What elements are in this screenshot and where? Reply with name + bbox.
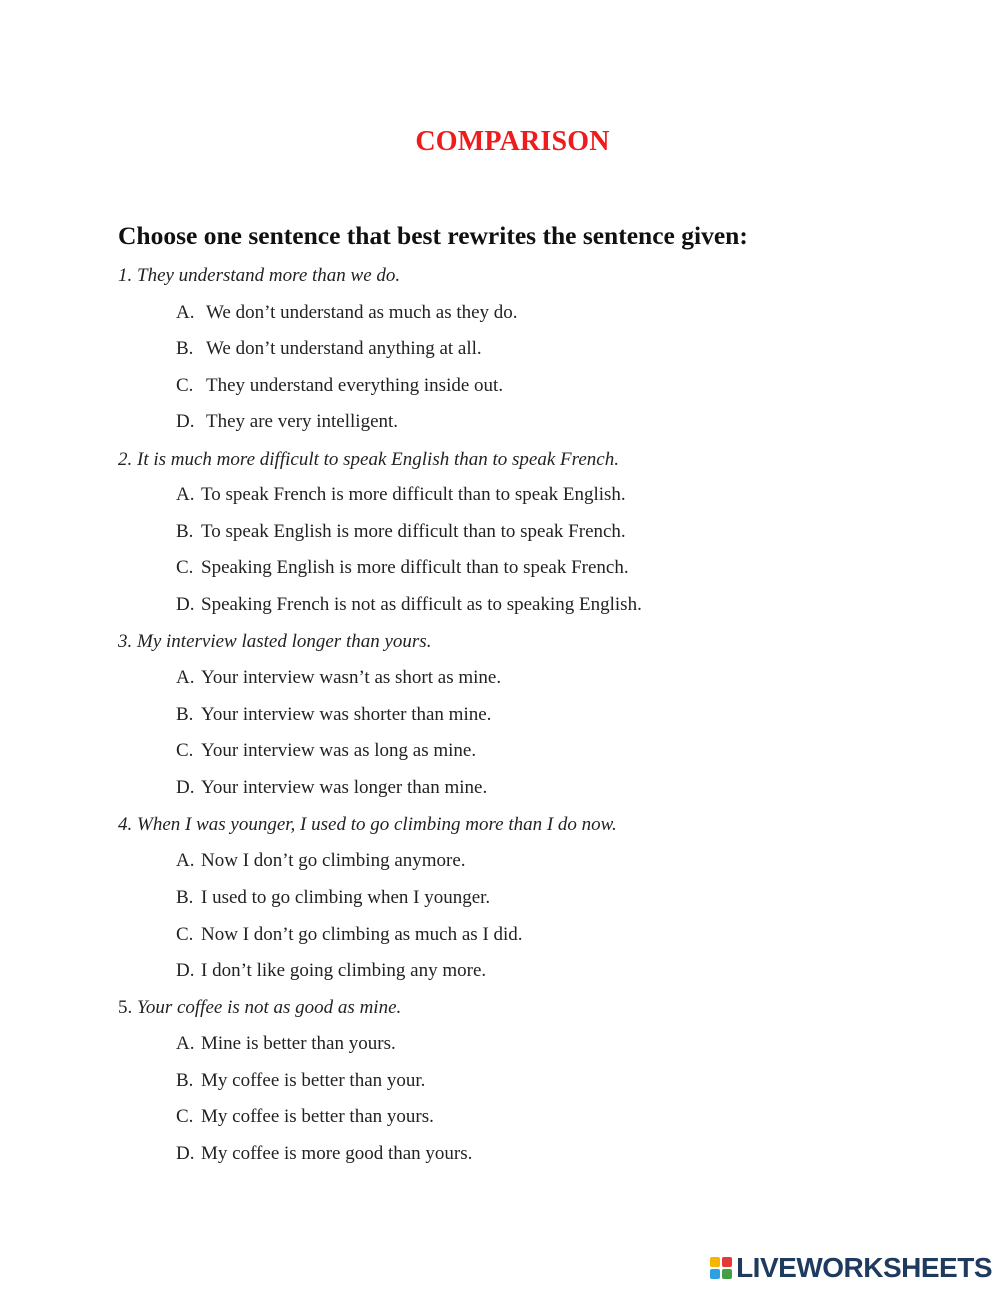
option-2c[interactable]: [176, 557, 629, 579]
question-3: [118, 631, 431, 653]
option-letter: A.: [176, 667, 195, 688]
option-text: I don’t like going climbing any more.: [201, 960, 487, 981]
option-letter: D.: [176, 1143, 195, 1164]
option-5d[interactable]: [176, 1143, 472, 1165]
option-4d[interactable]: [176, 960, 486, 982]
option-3b[interactable]: [176, 704, 491, 726]
option-2d[interactable]: [176, 594, 642, 616]
option-text: My coffee is better than your.: [201, 1070, 426, 1091]
option-letter: D.: [176, 411, 195, 432]
option-letter: C.: [176, 557, 194, 578]
option-text: We don’t understand anything at all.: [206, 338, 482, 359]
option-letter: B.: [176, 887, 194, 908]
option-letter: D.: [176, 777, 195, 798]
option-letter: B.: [176, 521, 194, 542]
question-number: 2.: [118, 449, 133, 470]
option-4c[interactable]: [176, 924, 523, 946]
option-letter: B.: [176, 1070, 194, 1091]
option-letter: C.: [176, 924, 194, 945]
option-3d[interactable]: [176, 777, 487, 799]
question-number: 4.: [118, 814, 133, 835]
option-letter: B.: [176, 704, 194, 725]
logo-block-e: [722, 1269, 732, 1279]
option-text: Your interview was longer than mine.: [201, 777, 488, 798]
question-4: [118, 814, 617, 836]
question-text: It is much more difficult to speak English than to speak French.: [137, 449, 619, 470]
logo-text: LIVEWORKSHEETS: [736, 1252, 992, 1283]
option-letter: C.: [176, 1106, 194, 1127]
question-2: [118, 449, 619, 471]
question-text: My interview lasted longer than yours.: [137, 631, 432, 652]
option-letter: C.: [176, 375, 194, 396]
option-3a[interactable]: [176, 667, 501, 689]
option-text: Mine is better than yours.: [201, 1033, 396, 1054]
option-text: They understand everything inside out.: [206, 375, 504, 396]
option-text: To speak French is more difficult than to speak English.: [201, 484, 626, 505]
option-4b[interactable]: [176, 887, 490, 909]
question-number: 1.: [118, 265, 133, 286]
option-letter: B.: [176, 338, 194, 359]
option-1c[interactable]: [176, 375, 503, 397]
page-title: COMPARISON: [415, 126, 610, 157]
question-number: 5.: [118, 997, 133, 1018]
option-text: Your interview wasn’t as short as mine.: [201, 667, 502, 688]
option-text: Your interview was as long as mine.: [201, 740, 477, 761]
logo-block-i: [722, 1257, 732, 1267]
question-text: When I was younger, I used to go climbing more than I do now.: [137, 814, 617, 835]
option-text: To speak English is more difficult than to speak French.: [201, 521, 626, 542]
instruction-heading: Choose one sentence that best rewrites the sentence given:: [118, 221, 748, 250]
option-text: My coffee is better than yours.: [201, 1106, 434, 1127]
option-text: Your interview was shorter than mine.: [201, 704, 492, 725]
logo-block-l: [710, 1257, 720, 1267]
option-text: They are very intelligent.: [206, 411, 399, 432]
option-letter: D.: [176, 960, 195, 981]
question-5: [118, 997, 401, 1019]
option-text: My coffee is more good than yours.: [201, 1143, 473, 1164]
logo-blocks-icon: [710, 1257, 732, 1279]
option-4a[interactable]: [176, 850, 466, 872]
option-5b[interactable]: [176, 1070, 425, 1092]
option-letter: A.: [176, 850, 195, 871]
option-text: Speaking English is more difficult than to speak French.: [201, 557, 629, 578]
option-1d[interactable]: [176, 411, 398, 433]
option-3c[interactable]: [176, 740, 476, 762]
option-2b[interactable]: [176, 521, 626, 543]
option-5a[interactable]: [176, 1033, 396, 1055]
liveworksheets-logo: [710, 1253, 992, 1283]
option-5c[interactable]: [176, 1106, 434, 1128]
option-letter: A.: [176, 1033, 195, 1054]
option-1b[interactable]: [176, 338, 482, 360]
option-letter: A.: [176, 484, 195, 505]
option-text: Now I don’t go climbing anymore.: [201, 850, 466, 871]
logo-block-v: [710, 1269, 720, 1279]
question-1: [118, 265, 400, 287]
option-text: We don’t understand as much as they do.: [206, 302, 518, 323]
option-letter: A.: [176, 302, 195, 323]
option-letter: D.: [176, 594, 195, 615]
option-text: I used to go climbing when I younger.: [201, 887, 491, 908]
option-letter: C.: [176, 740, 194, 761]
question-text: They understand more than we do.: [137, 265, 401, 286]
option-text: Speaking French is not as difficult as to speaking English.: [201, 594, 642, 615]
option-2a[interactable]: [176, 484, 626, 506]
question-number: 3.: [118, 631, 133, 652]
option-1a[interactable]: [176, 302, 518, 324]
question-text: Your coffee is not as good as mine.: [137, 997, 402, 1018]
option-text: Now I don’t go climbing as much as I did.: [201, 924, 523, 945]
